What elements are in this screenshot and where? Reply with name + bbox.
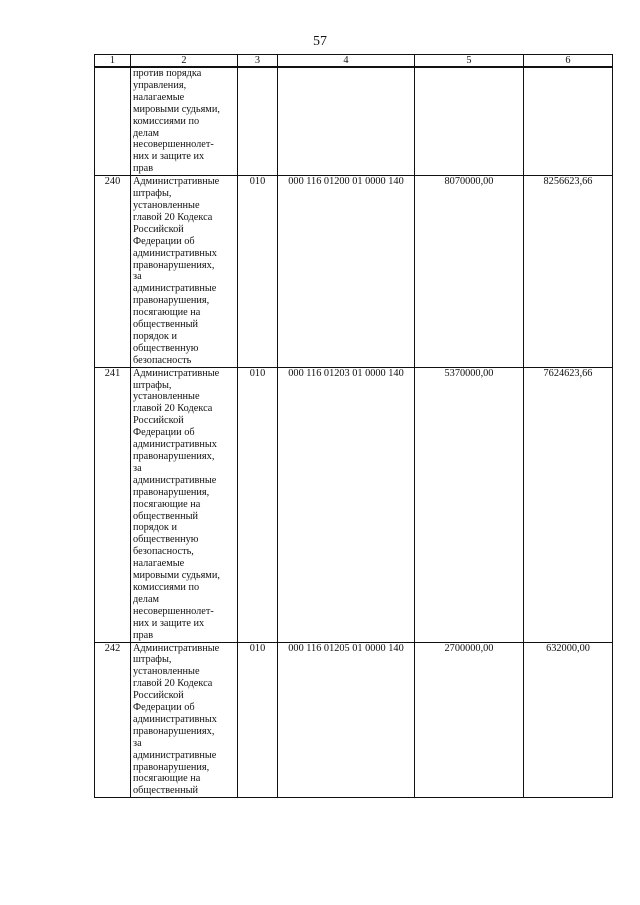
- table-row: [95, 642, 613, 798]
- table-row: [95, 367, 613, 642]
- description-line: административные: [133, 749, 217, 761]
- description-line: правонарушения,: [133, 761, 210, 773]
- actual-amount-cell: [524, 67, 613, 176]
- plan-amount-cell: 8070000,00: [415, 176, 524, 368]
- description-line: административных: [133, 713, 217, 725]
- description-line: административные: [133, 474, 217, 486]
- column-header: 5: [415, 55, 524, 68]
- description-line: главой 20 Кодекса: [133, 403, 213, 415]
- description-cell: [131, 176, 238, 368]
- row-number-cell: 241: [95, 367, 131, 642]
- description-line: за: [133, 271, 142, 283]
- description-line: прав: [133, 163, 154, 175]
- admin-code-cell: 010: [238, 642, 278, 798]
- description-line: общественную: [133, 534, 199, 546]
- row-number-cell: [95, 67, 131, 176]
- description-line: против порядка: [133, 68, 202, 79]
- description-line: делам: [133, 127, 160, 139]
- description-line: административных: [133, 247, 217, 259]
- description-line: Административные: [133, 367, 220, 379]
- description-line: правонарушения,: [133, 295, 210, 307]
- actual-amount-cell: 632000,00: [524, 642, 613, 798]
- description-line: Федерации об: [133, 702, 195, 714]
- plan-amount-cell: [415, 67, 524, 176]
- description-line: главой 20 Кодекса: [133, 211, 213, 223]
- column-header: 4: [278, 55, 415, 68]
- description-line: Федерации об: [133, 427, 195, 439]
- description-line: налагаемые: [133, 91, 185, 103]
- budget-revenue-table: [94, 54, 613, 798]
- description-line: Административные: [133, 642, 220, 654]
- description-line: мировыми судьями,: [133, 570, 220, 582]
- plan-amount-cell: 2700000,00: [415, 642, 524, 798]
- row-number-cell: 240: [95, 176, 131, 368]
- description-line: мировыми судьями,: [133, 103, 220, 115]
- description-line: штрафы,: [133, 654, 172, 666]
- table-body: [95, 67, 613, 798]
- description-line: управления,: [133, 79, 187, 91]
- description-cell: [131, 642, 238, 798]
- description-line: комиссиями по: [133, 581, 200, 593]
- description-line: правонарушения,: [133, 486, 210, 498]
- admin-code-cell: [238, 67, 278, 176]
- page-number: 57: [313, 34, 327, 49]
- description-line: порядок и: [133, 522, 178, 534]
- description-line: Российской: [133, 223, 184, 235]
- table-row: [95, 67, 613, 176]
- description-line: Российской: [133, 415, 184, 427]
- table-row: [95, 176, 613, 368]
- description-line: административные: [133, 283, 217, 295]
- description-line: установленные: [133, 199, 200, 211]
- plan-amount-cell: 5370000,00: [415, 367, 524, 642]
- description-line: посягающие на: [133, 773, 201, 785]
- description-line: общественный: [133, 319, 199, 331]
- description-line: главой 20 Кодекса: [133, 678, 213, 690]
- description-cell: [131, 367, 238, 642]
- description-line: комиссиями по: [133, 115, 200, 127]
- description-line: за: [133, 737, 142, 749]
- column-header: 6: [524, 55, 613, 68]
- column-header: 1: [95, 55, 131, 68]
- budget-classification-code-cell: 000 116 01205 01 0000 140: [278, 642, 415, 798]
- actual-amount-cell: 7624623,66: [524, 367, 613, 642]
- column-header: 2: [131, 55, 238, 68]
- description-line: за: [133, 462, 142, 474]
- description-line: штрафы,: [133, 188, 172, 200]
- description-line: порядок и: [133, 330, 178, 342]
- description-line: них и защите их: [133, 151, 205, 163]
- description-line: общественный: [133, 785, 199, 797]
- description-line: правонарушениях,: [133, 259, 215, 271]
- description-line: несовершеннолет-: [133, 139, 214, 151]
- description-line: посягающие на: [133, 307, 201, 319]
- description-line: посягающие на: [133, 498, 201, 510]
- description-line: налагаемые: [133, 558, 185, 570]
- admin-code-cell: 010: [238, 367, 278, 642]
- description-line: Административные: [133, 176, 220, 188]
- row-number-cell: 242: [95, 642, 131, 798]
- admin-code-cell: 010: [238, 176, 278, 368]
- description-line: Федерации об: [133, 235, 195, 247]
- description-line: установленные: [133, 391, 200, 403]
- description-line: Российской: [133, 690, 184, 702]
- budget-classification-code-cell: [278, 67, 415, 176]
- column-header: 3: [238, 55, 278, 68]
- description-line: общественный: [133, 510, 199, 522]
- description-line: правонарушениях,: [133, 451, 215, 462]
- description-line: них и защите их: [133, 617, 205, 629]
- description-cell: [131, 67, 238, 176]
- table-header-row: [95, 55, 613, 68]
- description-line: безопасность,: [133, 546, 194, 558]
- actual-amount-cell: 8256623,66: [524, 176, 613, 368]
- budget-classification-code-cell: 000 116 01203 01 0000 140: [278, 367, 415, 642]
- description-line: несовершеннолет-: [133, 605, 214, 617]
- budget-classification-code-cell: 000 116 01200 01 0000 140: [278, 176, 415, 368]
- description-line: безопасность: [133, 354, 192, 366]
- description-line: административных: [133, 439, 217, 451]
- description-line: штрафы,: [133, 379, 172, 391]
- description-line: установленные: [133, 666, 200, 678]
- description-line: прав: [133, 629, 154, 641]
- description-line: общественную: [133, 342, 199, 354]
- description-line: делам: [133, 593, 160, 605]
- description-line: правонарушениях,: [133, 725, 215, 737]
